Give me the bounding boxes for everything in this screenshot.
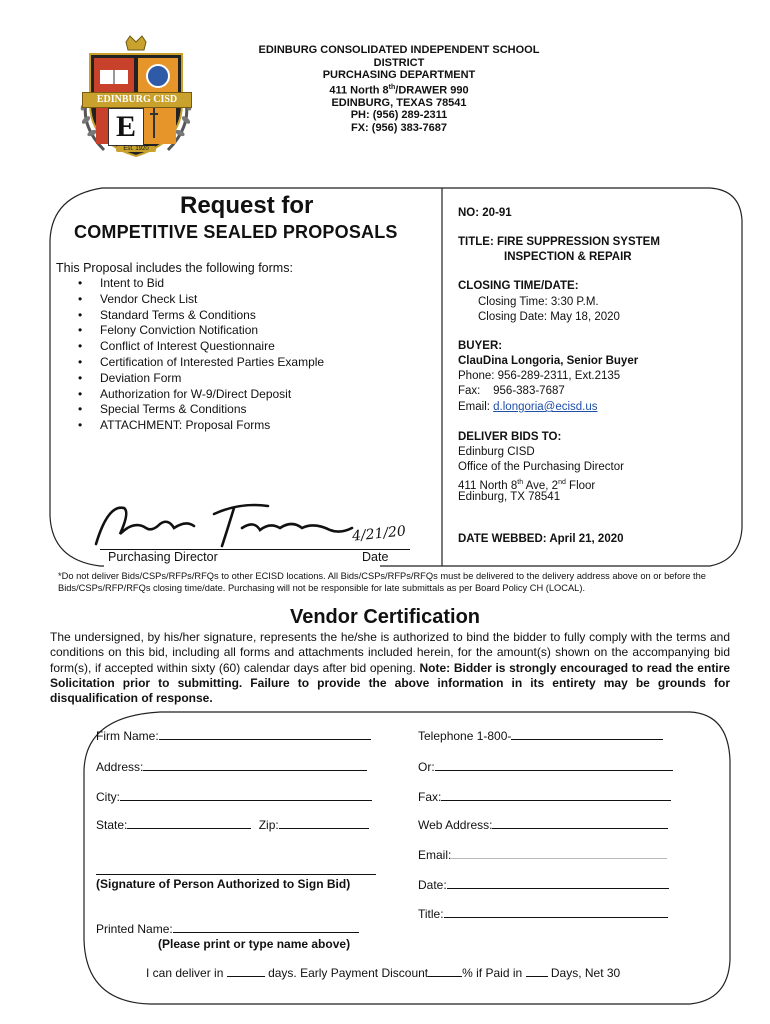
list-item: • Felony Conviction Notification [56,323,396,339]
firm-name-label: Firm Name: [96,729,159,743]
date-row [418,878,669,892]
request-title: Request for [180,192,314,219]
printed-name-label: Printed Name: [96,922,173,936]
header-district-name: EDINBURG CONSOLIDATED INDEPENDENT SCHOOL DISTRICT [258,44,540,69]
list-item: • Intent to Bid [56,276,396,292]
print-note: (Please print or type name above) [158,937,351,951]
buyer-email-link[interactable]: d.longoria@ecisd.us [493,401,598,413]
closing-heading: CLOSING TIME/DATE: [458,280,579,292]
header-address: 411 North 8th/DRAWER 990 [329,83,469,97]
list-item: • Standard Terms & Conditions [56,308,396,324]
printed-name-field[interactable] [173,932,359,933]
header-phone: PH: (956) 289-2311 [350,109,448,122]
web-address-row [418,818,668,832]
title-field[interactable] [444,917,668,918]
header-city: EDINBURG, TEXAS 78541 [331,96,467,109]
address-label: Address: [96,760,144,774]
buyer-phone: Phone: 956-289-2311, Ext.2135 [458,370,621,382]
date-field[interactable] [447,888,669,889]
discount-percent-field[interactable] [428,976,462,977]
buyer-heading: BUYER: [458,340,503,352]
buyer-fax: Fax: 956-383-7687 [458,385,565,397]
fax-field[interactable] [441,800,671,801]
title-label: Title: [418,907,444,921]
web-address-field[interactable] [492,828,668,829]
list-item: • Authorization for W-9/Direct Deposit [56,387,396,403]
email-label: Email: [418,848,452,862]
closing-time: Closing Time: 3:30 P.M. [478,296,599,308]
city-row [96,790,372,804]
logo-est: Est. 1920 [116,146,156,152]
or-phone-field[interactable] [435,770,673,771]
buyer-email-row [458,400,598,416]
state-zip-row [96,818,369,832]
header-fax: FX: (956) 383-7687 [351,121,447,134]
vendor-title: Vendor Certification [289,606,481,628]
proposal-title-line2: INSPECTION & REPAIR [504,251,632,263]
vendor-paragraph [50,630,730,706]
printed-name-row [96,922,359,936]
address-field[interactable] [143,770,367,771]
delivery-terms-row [146,966,620,980]
title-row [418,907,668,921]
paid-days-field[interactable] [526,976,548,977]
forms-intro: This Proposal includes the following forms: [56,261,293,275]
logo-banner: EDINBURG CISD [82,92,192,108]
proposal-number: NO: 20-91 [458,207,512,219]
deliver-line-3: 411 North 8th Ave, 2nd Floor [458,479,596,492]
deliver-line-2: Office of the Purchasing Director [458,461,624,473]
signature-date-script: 4/21/20 [351,523,407,545]
vendor-paragraph-note: Note: Bidder is strongly encouraged to read the entire Solicitation prior to submitting. Failure to provide the above information in its entirety may be grounds for disqualification of response. [50,660,730,706]
header-department: PURCHASING DEPARTMENT [322,69,476,81]
deliver-label-c: % if Paid in [462,966,523,980]
delivery-notice: *Do not deliver Bids/CSPs/RFPs/RFQs to other ECISD locations. All Bids/CSPs/RFPs/RFQs must be delivered to the delivery address above on or before the Bids/CSPs/RFP/RFQs closing time/date. Purchasing will not be responsible for late submittals as per Board Policy CH (LOCAL). [58,571,706,593]
firm-name-row [96,729,371,743]
deliver-line-4: Edinburg, TX 78541 [458,491,561,503]
buyer-email-label: Email: [458,401,494,413]
list-item: • Vendor Check List [56,292,396,308]
forms-list [56,276,396,434]
fax-row [418,790,671,804]
list-item: • Special Terms & Conditions [56,402,396,418]
telephone-field[interactable] [511,739,663,740]
zip-label: Zip: [258,818,279,832]
zip-field[interactable] [279,828,369,829]
address-row [96,760,367,774]
email-field[interactable] [451,858,667,859]
date-label-form: Date: [418,878,447,892]
delivery-days-field[interactable] [227,976,265,977]
signature-caption: (Signature of Person Authorized to Sign Bid) [96,877,351,891]
city-label: City: [96,790,120,804]
buyer-name: ClauDina Longoria, Senior Buyer [458,355,639,367]
state-label: State: [96,818,128,832]
city-field[interactable] [120,800,372,801]
or-label: Or: [418,760,435,774]
list-item: • Conflict of Interest Questionnaire [56,339,396,355]
logo-letter: E [108,108,144,146]
or-row [418,760,673,774]
telephone-row [418,729,663,743]
deliver-heading: DELIVER BIDS TO: [458,431,562,443]
deliver-label-b: days. Early Payment Discount [268,966,429,980]
deliver-line-1: Edinburg CISD [458,446,535,458]
signature-field[interactable] [96,874,376,875]
state-field[interactable] [127,828,251,829]
list-item: • ATTACHMENT: Proposal Forms [56,418,396,434]
web-address-label: Web Address: [418,818,493,832]
date-label: Date [362,550,389,564]
list-item: • Deviation Form [56,371,396,387]
email-row [418,848,667,862]
vendor-paragraph-text: The undersigned, by his/her signature, represents the he/she is authorized to bind the bidder to fully comply with the terms and conditions on this bid, including all forms and attachments included herein, for the amount(s) shown on the accompanying bid form(s), if accepted within sixty (60) calendar days after bid opening. [50,630,730,675]
telephone-label: Telephone 1-800- [418,729,512,743]
director-signature [90,494,360,550]
deliver-label-d: Days, Net 30 [550,966,621,980]
request-subtitle: COMPETITIVE SEALED PROPOSALS [74,222,398,242]
proposal-title: TITLE: FIRE SUPPRESSION SYSTEM [458,236,660,248]
date-webbed: DATE WEBBED: April 21, 2020 [458,533,624,545]
fax-label: Fax: [418,790,442,804]
list-item: • Certification of Interested Parties Example [56,355,396,371]
deliver-label-a: I can deliver in [146,966,224,980]
closing-date: Closing Date: May 18, 2020 [478,311,620,323]
firm-name-field[interactable] [159,739,371,740]
director-label: Purchasing Director [108,550,218,564]
